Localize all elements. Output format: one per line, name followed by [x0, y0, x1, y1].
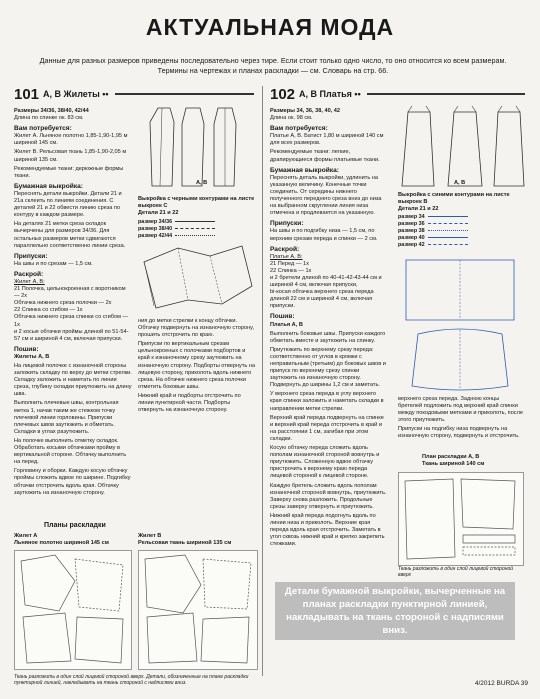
legend-line: [175, 221, 215, 222]
cut-subtitle: Жилет А, В:: [14, 278, 45, 285]
sew-step: Выполнить боковые швы. Припуски каждого обметать вместе и заутюжить на спинку.: [270, 330, 386, 344]
pattern-text: На деталях 21 метки среза складок вычерчены для размеров 34/36. Для остальных размеров метки сдвигаются параллельно соответственно линии среза.: [14, 221, 126, 249]
layout-plan: [398, 472, 524, 566]
sizes: Размеры 34/36, 38/40, 42/44: [14, 108, 89, 114]
materials-a: Жилет А. Льняное полотно 1,85-1,90-1,95 м шириной 145 см.: [14, 133, 128, 147]
plan-fabric: Ткань шириной 140 см: [422, 461, 485, 467]
legend-row: размер 38/40: [138, 225, 173, 232]
size-legend: [138, 218, 215, 239]
sew-step: Горловину и оборки. Каждую косую обтачку проймы сложить вдвое по ширине. Подгибку обтачки отстрочить вдоль края. Обтачку заутюжить на изнаночную сторону.: [14, 468, 131, 496]
materials-b: Жилет В. Рельсовая ткань 1,85-1,90-2,05 м шириной 135 см.: [14, 149, 127, 163]
plan-title: План раскладки А, В: [422, 454, 480, 460]
legend-row: размер 42: [398, 241, 425, 248]
legend-row: размер 34: [398, 213, 425, 220]
model-101-instructions-cont: [138, 318, 256, 508]
section-title: Бумажная выкройка:: [14, 182, 83, 190]
layout-plan-b-drawing: [139, 551, 257, 669]
plans-title: Планы раскладки: [44, 522, 106, 529]
legend-line: [428, 237, 468, 238]
vest-technical-drawing: [138, 242, 258, 312]
section-title: Припуски:: [270, 220, 304, 228]
pattern-text: Переснять деталь выкройки, удлинить на указанную величину. Конечные точки соединить. От середины нижнего полученного переднего среза вниз до низа на выбранном скруглении линия низа отмечена и продлевается на указанную.: [270, 174, 382, 217]
allowance-text: На швы и по подгибку низа — 1,5 см, по верхним срезам переда и спинки — 2 см.: [270, 228, 378, 242]
cut-row: 22 Спинка — 1х: [270, 267, 312, 274]
cut-row: Обтачка нижнего среза полочки — 2х: [14, 300, 112, 307]
size-legend: [398, 213, 468, 248]
allowance-text: На швы и по срезам — 1,5 см.: [14, 260, 93, 267]
legend-row: размер 38: [398, 227, 425, 234]
legend-title: Выкройка с синими контурами на листе выкроек В: [398, 192, 510, 205]
cut-row: 22 Спинка со сгибом — 1х: [14, 307, 83, 314]
layout-plan-drawing: [399, 473, 523, 565]
plan-note: Ткань разложить в один слой лицевой стороной вверх. Детали, обозначенные на плане раскладки пунктирной линией, накладывать на ткань стороной с надписями вниз.: [14, 674, 249, 687]
page-title: АКТУАЛЬНАЯ МОДА: [145, 14, 395, 40]
section-title: Раскрой:: [14, 270, 44, 278]
recommended-fabrics: Рекомендуемые ткани: легкие, драпирующиеся формы платьевые ткани.: [270, 149, 380, 163]
layout-plan-b: [138, 550, 258, 670]
header-rule: [367, 93, 525, 95]
section-title: Пошив:: [270, 313, 295, 321]
sew-step: верхнего среза переда. Заднюю концы бретелей подложить под верхний край спинки между покодовыми метками и приколоть, после этого приутюжить.: [398, 396, 523, 424]
cut-subtitle: Платье А, В:: [270, 253, 303, 260]
model-name: А, В Платья ••: [299, 89, 361, 99]
layout-plan-a-drawing: [15, 551, 131, 669]
layout-plan-a: [14, 550, 132, 670]
legend-parts: Детали 21 и 22: [138, 210, 179, 216]
silhouette-label: А, В: [454, 180, 466, 186]
legend-row: размер 36: [398, 220, 425, 227]
legend-row: размер 42/44: [138, 232, 173, 239]
model-number: 101: [14, 85, 40, 103]
model-102-instructions: [270, 108, 388, 578]
cut-row: и 2 бретели длиной по 40-41-42-43-44 см и шириной 4 см, включая припуски,: [270, 274, 382, 289]
model-102-header: [270, 86, 525, 102]
legend-row: размер 34/36: [138, 218, 173, 225]
sew-step: ния до метки стрелки к концу обтачки. Обтачку подвернуть на изнаночную сторону, прошить отстрочить по краю.: [138, 318, 254, 339]
sew-step: На лицевой полочке с изнаночной стороны заложить складку по верху до метки стрелки. Складку заложить и наметать по линии среза, глубину складки приутюжить на длину шва.: [14, 363, 132, 398]
legend-parts: Детали 21 и 22: [398, 206, 439, 212]
model-102-notes: [398, 396, 524, 456]
page-footer: 4/2012 BURDA 39: [474, 680, 528, 687]
notice-banner: Детали бумажной выкройки, вычерченные на планах раскладки пунктирной линией, накладывать на ткань стороной с надписями вниз.: [275, 582, 515, 640]
pattern-text: Переснять детали выкройки. Детали 21 и 21а склеить по линиям соединения. С деталей 21 и 22 обвести линию среза по контуру в каждом размере.: [14, 190, 122, 219]
plan-note: Ткань разложить в один слой лицевой стороной вверх: [398, 566, 514, 579]
legend-line: [428, 216, 468, 217]
section-title: Бумажная выкройка:: [270, 166, 339, 174]
sew-subtitle: Жилеты А, В: [14, 353, 50, 360]
dress-technical-drawing: [398, 254, 522, 392]
sew-step: Верхний край переда подвернуть на спинке и верхний край переда отстрочить в край и на расстоянии 1 см, загибая при этом складки.: [270, 414, 384, 442]
intro-text: Данные для разных размеров приведены последовательно через тире. Если стоит только одно число, то оно относится ко всем размерам. Термины на чертежах и планах раскладки — см. Словарь на стр. 66.: [39, 56, 507, 75]
sew-step: У верхнего среза переда в углу верхнего края спинки заложить и наметать складки в направлении метки стрелки.: [270, 391, 384, 412]
sew-step: Приутюжить по верхнему срезу переда: соответственно от углов в кромки с неправильным (третьим) до боковых швов и припуск по верхнему срезу спинки заутюжить на изнаночную сторону. Подвернуть до ширины 1,2 см и заметать.: [270, 346, 386, 389]
section-title: Вам потребуется:: [14, 125, 72, 133]
model-101-instructions: [14, 108, 132, 496]
cut-row: bi-косая обтачка верхнего среза переда длиной 22 см и шириной 4 см, включая припуски.: [270, 289, 374, 310]
plan-b-fabric: Рельсовая ткань шириной 135 см: [138, 540, 232, 546]
model-name: А, В Жилеты ••: [43, 89, 109, 99]
plan-b-title: Жилет В: [138, 533, 162, 539]
column-divider: [262, 86, 263, 676]
materials-a: Платье А, В. Батист 1,80 м шириной 140 см для всех размеров.: [270, 133, 384, 147]
legend-line: [175, 235, 215, 236]
section-title: Пошив:: [14, 345, 39, 353]
section-title: Вам потребуется:: [270, 125, 328, 133]
cut-row: и 2 косые обтачки проймы длиной по 51-54-57 см и шириной 4 см, включая припуски.: [14, 328, 129, 342]
back-length: Длина по спинке ок. 83 см.: [14, 115, 84, 122]
cut-row: 21 Полочка, цельнокроенная с воротником — 2х: [14, 286, 126, 300]
sew-step: Косую обтачку переда сложить вдоль пополам изнаночной стороной вовнутрь и приутюжить. Сложенную вдвое обтачку пристрочить к верхнему краю переда лицевой стороной к лицевой стороне.: [270, 445, 380, 480]
length: Длина ок. 98 см.: [270, 115, 313, 122]
section-title: Раскрой:: [270, 245, 300, 253]
header-rule: [115, 93, 254, 95]
sew-step: Припуски на подгибку низа подвернуть на изнаночную сторону, подвернуть и отстрочить.: [398, 426, 520, 440]
sew-step: Нижний край переда подогнуть вдоль по линии низа и приколоть. Верхние края переда вдоль края отстрочить. Заметать в угол сквозь нижний край и крепко закрепить стежками.: [270, 512, 385, 548]
section-title: Припуски:: [14, 252, 48, 260]
sew-subtitle: Платья А, В: [270, 321, 303, 328]
legend-line: [175, 228, 215, 229]
dress-silhouettes: [398, 104, 528, 190]
cut-row: Обтачка нижнего среза спинки со сгибом — 1х: [14, 314, 129, 328]
sew-step: Выполнить плечевые швы, контрольная метка 1, начав таким же стежком точку плечевой линии горловины. Припуски плечевых швов заутюжить и обметать. Складки в углах разутюжить.: [14, 400, 119, 435]
model-number: 102: [270, 85, 296, 103]
cut-row: 21 Перед — 1х: [270, 260, 309, 267]
legend-title: Выкройка с черными контурами на листе выкроек С: [138, 196, 255, 209]
sew-step: Припуски по вертикальным срезам цельнокроеных с полочками подбортов и край к изнаночному срезу заутюжить на изнаночную сторону. Подборты отвернуть на лицевую сторону, приколоть вдоль нижнего среза. На обтачке нижнего среза полочки отметить боковые швы.: [138, 341, 256, 390]
model-101-header: [14, 86, 254, 102]
plan-a-fabric: Льняное полотно шириной 145 см: [14, 540, 109, 546]
sew-step: Каждую бретель сложить вдоль пополам изнаночной стороной вовнутрь, приутюжить. Заверху снова разложить. Продольные срезы заверху отвернуть и приутюжить.: [270, 482, 387, 510]
recommended-fabrics: Рекомендуемые ткани: дерюжные формы ткани.: [14, 165, 124, 179]
legend-line: [428, 223, 468, 224]
legend-line: [428, 230, 468, 231]
silhouette-label: А, В: [196, 180, 208, 186]
legend-row: размер 40: [398, 234, 425, 241]
legend-line: [428, 244, 468, 245]
sew-step: Нижний край и подборты отстрочить по линии пунктирной части. Подборты отвернуть на изнаночную сторону.: [138, 392, 241, 414]
plan-a-title: Жилет А: [14, 533, 38, 539]
vest-silhouettes: [140, 104, 250, 190]
sizes: Размеры 34, 36, 38, 40, 42: [270, 108, 341, 114]
sew-step: На полочке выполнить отметку складок. Обработать косыми обтачками пройму в вертикальной стороне. Обтачку выполнить на перед.: [14, 437, 127, 466]
